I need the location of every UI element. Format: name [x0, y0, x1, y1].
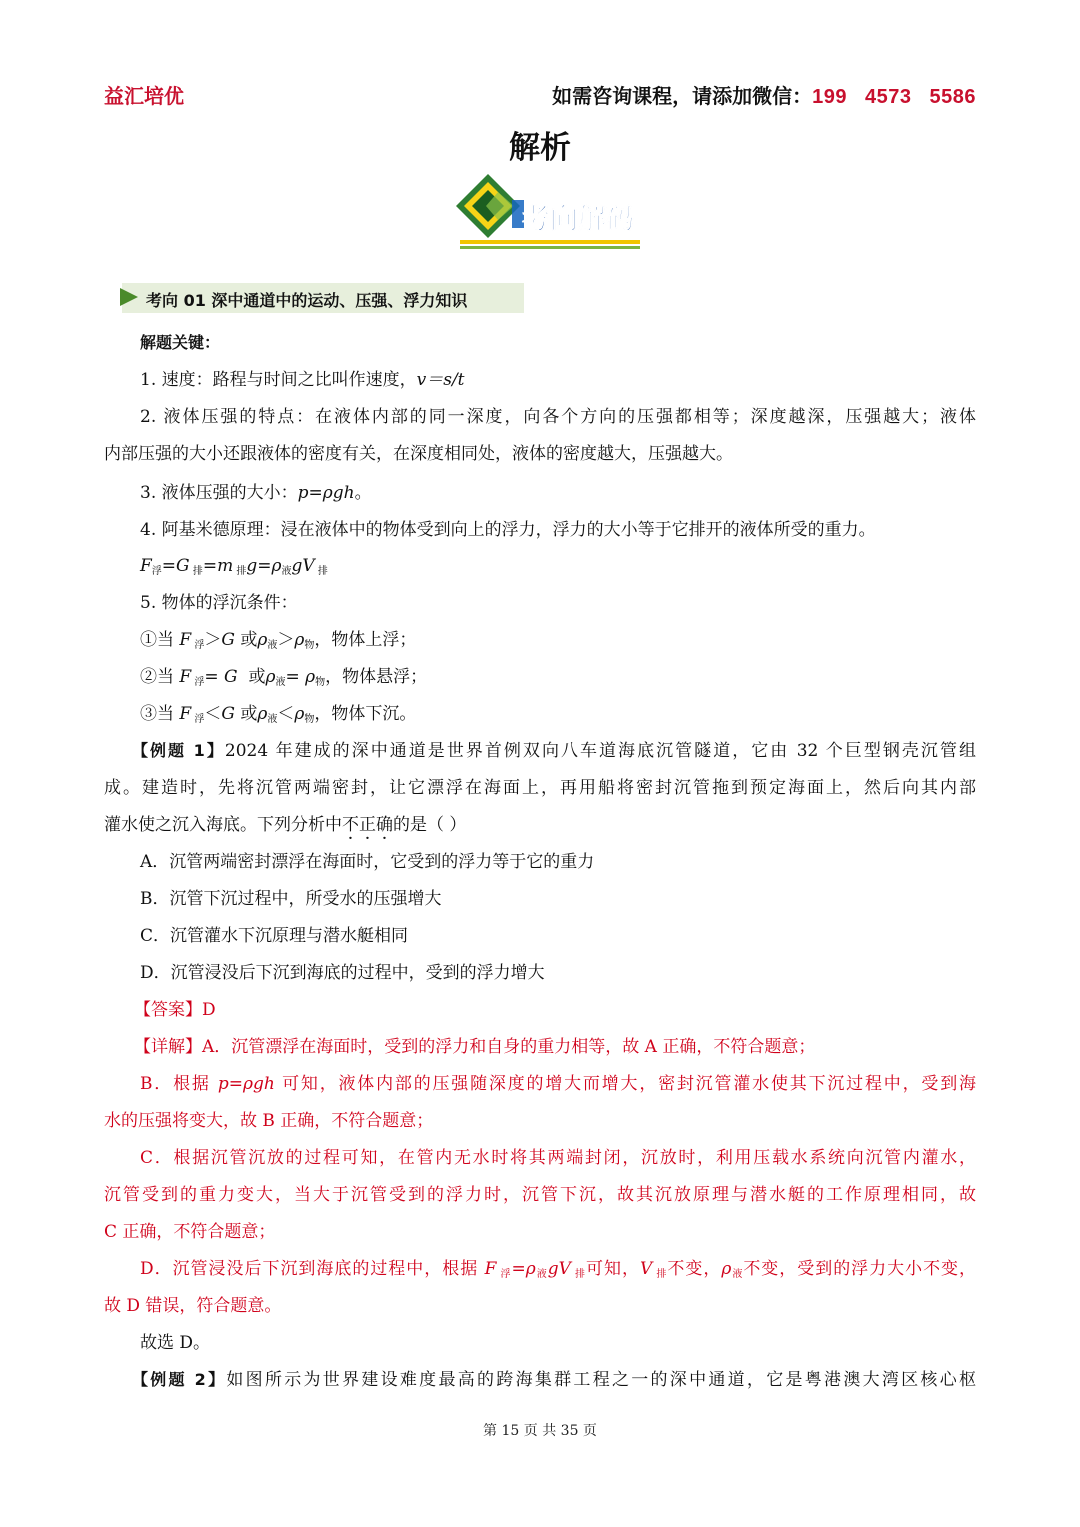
detail-c2: 沉管受到的重力变大，当大于沉管受到的浮力时，沉管下沉，故其沉放原理与潜水艇的工作原理相同，故 [104, 1185, 976, 1205]
contact-info [552, 80, 976, 109]
wechat-number: 199 4573 5586 [812, 86, 976, 108]
section-banner [454, 170, 644, 254]
answer: 【答案】D [134, 1000, 216, 1020]
page-footer: 第 15 页 共 35 页 [483, 1423, 597, 1439]
condition-3: ③当 F $_浮$＜G 或$\rho_液<\rho_物$，物体下沉。 [140, 704, 417, 725]
archimedes-formula: $F_浮=G$ $_排$=m $_排g=\rho_液gV$ $_排$ [140, 556, 328, 577]
example2-line1: 【例题 2】如图所示为世界建设难度最高的跨海集群工程之一的深中通道，它是粤港澳大湾区核心枢 [104, 1368, 976, 1392]
condition-2: ②当 F $_浮$= G 或$\rho_液= \rho_物$，物体悬浮； [140, 667, 428, 688]
emphasis-not-correct: 不正确 [342, 815, 393, 835]
example1-line2: 成。建造时，先将沉管两端密封，让它漂浮在海面上，再用船将密封沉管拖到预定海面上，然后向其内部 [104, 778, 976, 798]
key-point-3: 3. 液体压强的大小：p=ρgh。 [140, 483, 372, 503]
play-triangle-icon [120, 288, 138, 306]
key-point-5: 5. 物体的浮沉条件： [140, 593, 298, 613]
brand-name: 益汇培优 [104, 84, 184, 108]
key-point-2b: 内部压强的大小还跟液体的密度有关，在深度相同处，液体的密度越大，压强越大。 [104, 444, 733, 464]
banner-graphic [454, 170, 644, 254]
banner-text: 考向解码 [522, 202, 635, 235]
detail-c1: C．根据沉管沉放的过程可知，在管内无水时将其两端封闭，沉放时，利用压载水系统向沉管内灌水， [140, 1148, 976, 1168]
condition-1: ①当 F $_浮$＞G 或$\rho_液>\rho_物$，物体上浮； [140, 630, 417, 651]
key-heading: 解题关键： [140, 333, 221, 352]
page-title: 解析 [509, 130, 571, 166]
option-a: A．沉管两端密封漂浮在海面时，它受到的浮力等于它的重力 [140, 852, 595, 872]
detail-d1: D．沉管浸没后下沉到海底的过程中，根据 F $_浮=\rho_液gV$ $_排$可知，V $_排$不变，$\rho_液$不变，受到的浮力大小不变， [140, 1259, 977, 1280]
option-d: D．沉管浸没后下沉到海底的过程中，受到的浮力增大 [140, 963, 545, 983]
option-b: B．沉管下沉过程中，所受水的压强增大 [140, 889, 442, 909]
detail-c3: C 正确，不符合题意； [104, 1222, 276, 1242]
detail-d2: 故 D 错误，符合题意。 [104, 1296, 282, 1316]
section-title: 考向 01 深中通道中的运动、压强、浮力知识 [146, 291, 468, 310]
conclusion: 故选 D。 [140, 1333, 211, 1353]
detail-b2: 水的压强将变大，故 B 正确，不符合题意； [104, 1111, 434, 1131]
detail-a: 【详解】A．沉管漂浮在海面时，受到的浮力和自身的重力相等，故 A 正确，不符合题意； [134, 1037, 816, 1057]
detail-b1: B．根据 p=ρgh 可知，液体内部的压强随深度的增大而增大，密封沉管灌水使其下沉过程中，受到海 [140, 1074, 976, 1094]
example1-line1: 【例题 1】2024 年建成的深中通道是世界首例双向八车道海底沉管隧道，它由 32 个巨型钢壳沉管组 [104, 739, 976, 763]
example1-line3: 灌水使之沉入海底。下列分析中不正确的是（ ） [104, 815, 467, 835]
key-point-2a: 2. 液体压强的特点：在液体内部的同一深度，向各个方向的压强都相等；深度越深，压强越大；液体 [140, 407, 976, 427]
key-point-1: 1. 速度：路程与时间之比叫作速度，v＝s/t [140, 370, 465, 390]
contact-prefix: 如需咨询课程，请添加微信： [552, 84, 813, 108]
option-c: C．沉管灌水下沉原理与潜水艇相同 [140, 926, 409, 946]
key-point-4: 4. 阿基米德原理：浸在液体中的物体受到向上的浮力，浮力的大小等于它排开的液体所受的重力。 [140, 520, 876, 540]
example1-label: 【例题 1】 [132, 741, 225, 760]
example2-label: 【例题 2】 [132, 1370, 227, 1389]
